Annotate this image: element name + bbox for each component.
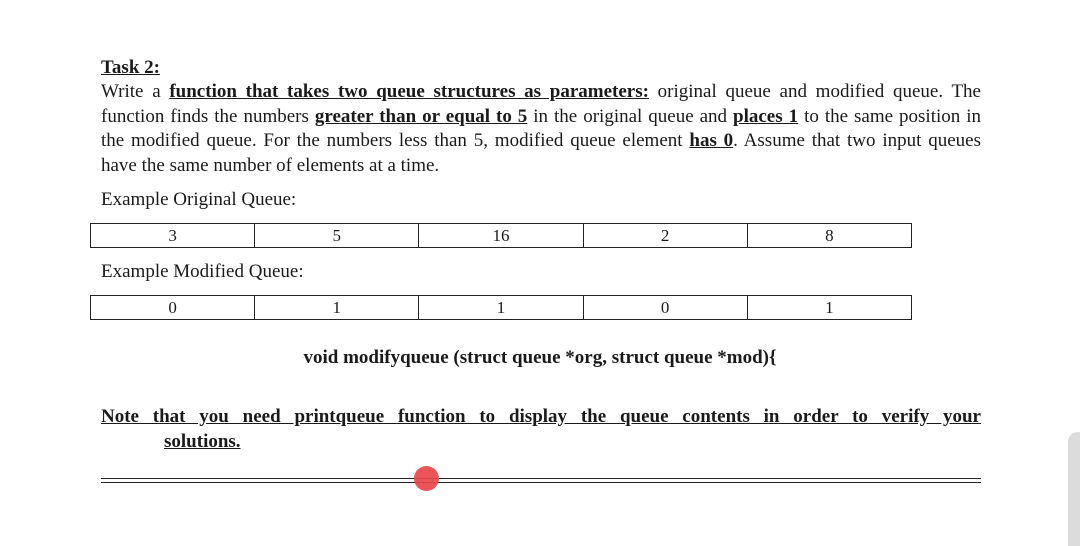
table-row [91, 296, 912, 320]
desc-text-3: to the same position in the modified queue. For the numbers less than 5, modified queue element [101, 105, 981, 151]
original-cell: 2 [583, 224, 747, 248]
desc-bold-condition: greater than or equal to 5 [314, 105, 528, 127]
modified-cell: 1 [419, 296, 583, 320]
original-queue-table [90, 223, 912, 248]
desc-text-1: original queue and modified queue. The function finds the numbers [101, 81, 981, 127]
touch-pointer-indicator [414, 466, 439, 491]
desc-intro: Write a [101, 81, 170, 102]
original-cell: 3 [91, 224, 255, 248]
table-row [91, 224, 912, 248]
desc-bold-places: places 1 [733, 105, 799, 127]
divider-bottom [101, 482, 981, 483]
modified-cell: 0 [91, 296, 255, 320]
divider-top [101, 478, 981, 479]
task-description [101, 80, 981, 178]
task-section [101, 56, 981, 178]
scroll-handle[interactable] [1068, 432, 1080, 546]
task-title: Task 2: [101, 57, 160, 78]
original-cell: 8 [747, 224, 911, 248]
desc-bold-function: function that takes two queue structures as parameters: [169, 81, 649, 102]
modified-cell: 1 [747, 296, 911, 320]
original-queue-label: Example Original Queue: [101, 189, 297, 210]
original-cell: 16 [419, 224, 583, 248]
function-signature: void modifyqueue (struct queue *org, struct queue *mod){ [303, 347, 777, 368]
note-line-2: solutions. [164, 431, 241, 452]
modified-cell: 0 [583, 296, 747, 320]
desc-bold-has-zero: has 0 [689, 130, 734, 151]
original-cell: 5 [255, 224, 419, 248]
desc-text-4: . Assume that two input queues have the same number of elements at a time. [101, 130, 981, 176]
modified-queue-table [90, 295, 912, 320]
modified-queue-label: Example Modified Queue: [101, 261, 304, 282]
note-line-1: Note that you need printqueue function to display the queue contents in order to verify your [101, 406, 981, 427]
desc-text-2: in the original queue and [527, 105, 734, 127]
modified-cell: 1 [255, 296, 419, 320]
